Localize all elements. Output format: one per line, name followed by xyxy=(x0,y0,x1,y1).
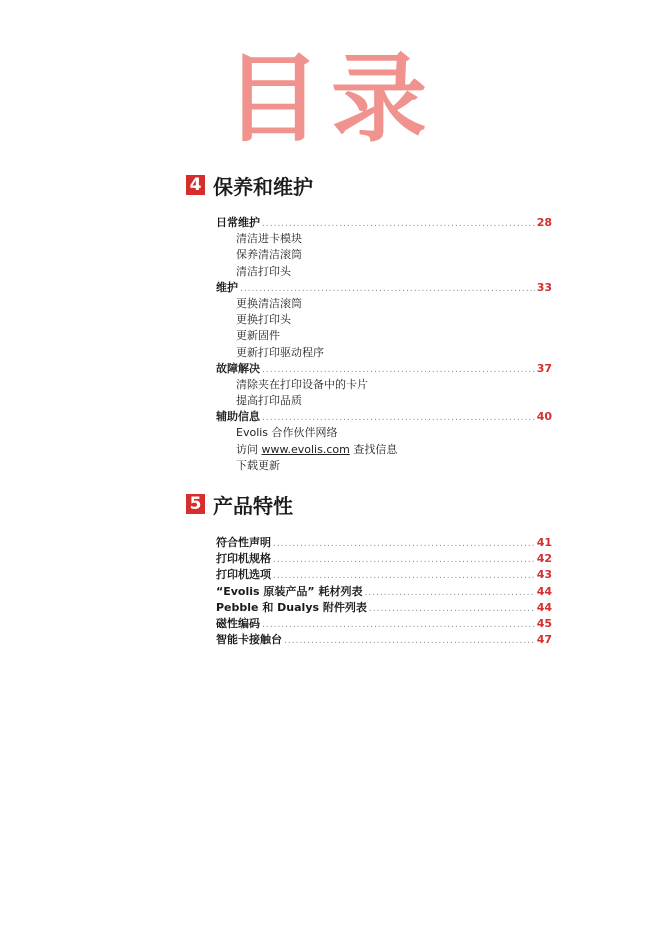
toc-entry[interactable] xyxy=(216,584,552,600)
toc-entry[interactable] xyxy=(216,280,552,296)
toc-entry-title: 打印机选项 xyxy=(216,568,271,582)
section-number-badge: 5 xyxy=(186,494,205,514)
toc-subentry: 提高打印品质 xyxy=(236,394,302,408)
section-4 xyxy=(186,172,552,474)
toc-subentry: 更新固件 xyxy=(236,329,280,343)
dot-leader xyxy=(262,617,535,633)
toc-subentry: 清洁进卡模块 xyxy=(236,232,302,246)
section-5 xyxy=(186,491,552,648)
toc-page-number: 41 xyxy=(536,536,552,549)
toc-entry[interactable] xyxy=(216,535,552,551)
section-number-badge: 4 xyxy=(186,175,205,195)
dot-leader xyxy=(364,585,534,601)
dot-leader xyxy=(284,633,535,649)
toc-entry[interactable] xyxy=(216,361,552,377)
dot-leader xyxy=(240,281,535,297)
section-heading xyxy=(186,491,552,517)
toc-subentry: 更换清洁滚筒 xyxy=(236,296,302,310)
toc-entry-title: 打印机规格 xyxy=(216,552,271,566)
toc-entry[interactable] xyxy=(216,616,552,632)
toc-subentry: 更换打印头 xyxy=(236,313,291,327)
toc-entry[interactable] xyxy=(216,567,552,583)
toc-page-number: 44 xyxy=(536,584,552,598)
toc-entry-title: 日常维护 xyxy=(216,216,260,229)
evolis-website-link[interactable]: www.evolis.com xyxy=(261,442,350,456)
toc-entry[interactable] xyxy=(216,632,552,648)
toc-entry[interactable] xyxy=(216,409,552,425)
dot-leader xyxy=(262,410,535,426)
toc-entry-title: 符合性声明 xyxy=(216,536,271,549)
dot-leader xyxy=(273,536,535,552)
toc-entry[interactable] xyxy=(216,600,552,616)
toc-entry-title: 辅助信息 xyxy=(216,410,260,424)
toc-page-number: 33 xyxy=(536,280,552,294)
toc-page-number: 47 xyxy=(536,633,552,647)
toc-subentry: 保养清洁滚筒 xyxy=(236,248,302,262)
section-heading xyxy=(186,172,552,198)
toc-page-number: 45 xyxy=(536,616,552,630)
toc-entry-title: 磁性编码 xyxy=(216,616,260,630)
toc-page-number: 40 xyxy=(536,410,552,424)
toc-entry-title: “Evolis 原装产品” 耗材列表 xyxy=(216,584,363,598)
dot-leader xyxy=(273,552,535,568)
toc-subentry: Evolis 合作伙伴网络 xyxy=(236,426,338,440)
page-title: 目录 xyxy=(225,43,437,155)
section-title: 保养和维护 xyxy=(213,174,313,199)
dot-leader xyxy=(369,601,535,617)
toc-subentry: 清洁打印头 xyxy=(236,264,291,278)
toc-entry-title: 智能卡接触台 xyxy=(216,633,282,647)
section-title: 产品特性 xyxy=(213,493,293,518)
toc-page-number: 44 xyxy=(536,600,552,614)
toc-subentry: 更新打印驱动程序 xyxy=(236,345,324,359)
toc-entry-title: 故障解决 xyxy=(216,361,260,375)
toc-page-number: 42 xyxy=(536,552,552,566)
dot-leader xyxy=(273,568,535,584)
toc-page-number: 43 xyxy=(536,568,552,582)
toc-entry-title: 维护 xyxy=(216,280,238,294)
link-suffix: 查找信息 xyxy=(349,442,398,456)
toc-entry[interactable] xyxy=(216,551,552,567)
toc-entries xyxy=(216,535,552,648)
toc-page-number: 37 xyxy=(536,361,552,375)
link-prefix: 访问 xyxy=(236,442,262,456)
dot-leader xyxy=(262,216,535,232)
dot-leader xyxy=(262,362,535,378)
toc-entries xyxy=(216,215,552,474)
toc-entry[interactable] xyxy=(216,215,552,231)
toc-subentry: 下载更新 xyxy=(236,458,280,472)
toc-entry-title: Pebble 和 Dualys 附件列表 xyxy=(216,600,367,614)
toc-page-number: 28 xyxy=(536,216,552,229)
toc-subentry-with-link xyxy=(216,442,552,458)
toc-subentry: 清除夹在打印设备中的卡片 xyxy=(236,377,368,391)
